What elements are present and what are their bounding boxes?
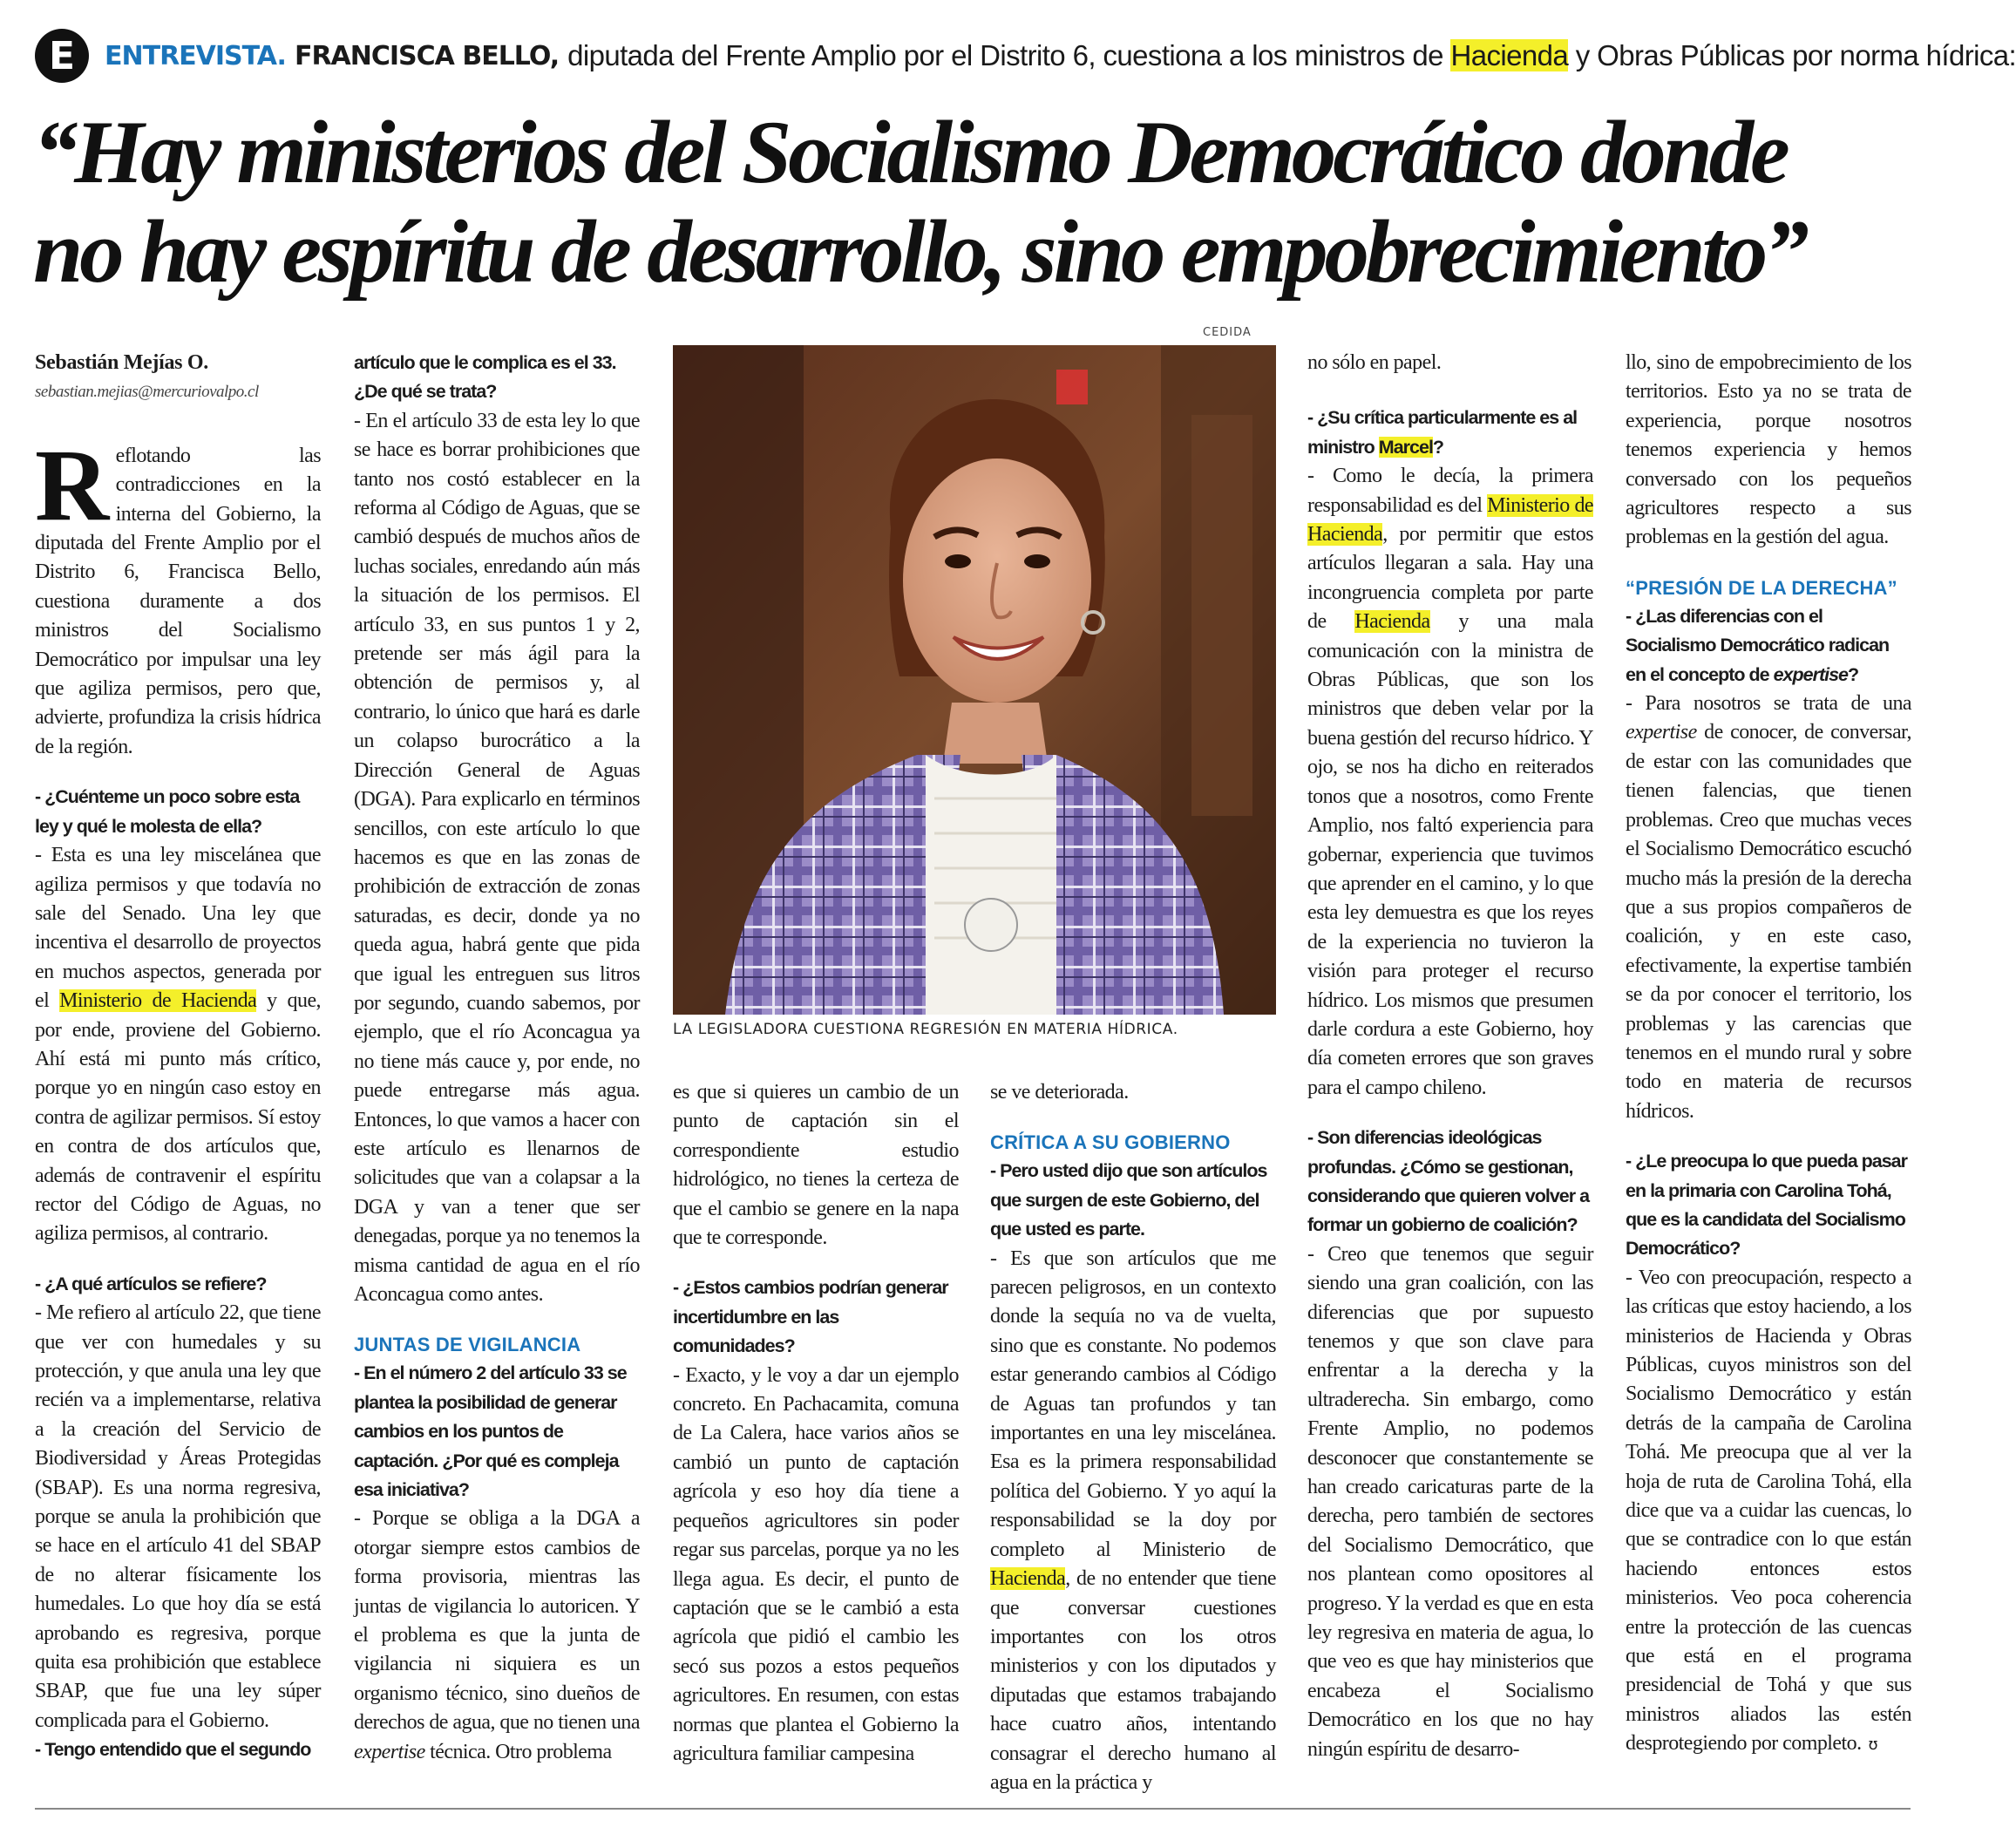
answer-5-continued: se ve deteriorada. — [990, 1081, 1129, 1104]
column-1 — [35, 349, 321, 1765]
question-7-text-a: - ¿Su crítica particularmente es al ministro — [1307, 407, 1578, 458]
question-7 — [1307, 404, 1593, 462]
portrait-illustration — [673, 345, 1276, 1015]
headline-line-2: no hay espíritu de desarrollo, sino empobrecimiento” — [33, 202, 1806, 302]
answer-9 — [1626, 689, 1911, 1126]
kicker-label: ENTREVISTA. — [105, 40, 286, 71]
answer-9-text-b: de conocer, de conversar, de estar con las comunidades que tienen falencias, que tienen problemas. Creo que muchas veces el Socialismo Democrático escuchó mucho más la presión de la derecha que a sus propios compañeros de coalición, y en este caso, efectivamente, la expertise también se da por conocer el territorio, los problemas y las carencias que tenemos en el mundo rural y sobre todo en materia de recursos hídricos. — [1626, 721, 1911, 1123]
kicker-name: FRANCISCA BELLO, — [294, 40, 560, 71]
subhead-juntas: JUNTAS DE VIGILANCIA — [354, 1334, 581, 1356]
answer-7-text-b: , por permitir que estos artículos llegaran a sala. Hay una incongruencia completa por parte de — [1307, 523, 1593, 634]
answer-7-text-c: y una mala comunicación con la ministra de Obras Públicas, que son los ministros que deben velar por la buena gestión del recurso hídrico. Y ojo, se nos ha dicho en reiterados tonos que a nosotros, como Frente Amplio, nos faltó experiencia para gobernar, experiencia que tuvimos que aprender en el camino, y lo que esta ley demuestra es que los reyes de la experiencia no tuvieron la visión para proteger el recurso hídrico. Los mismos que presumen darle cordura a este Gobierno, hoy día cometen errores que son graves para el campo chileno. — [1307, 610, 1593, 1099]
subhead-critica: CRÍTICA A SU GOBIERNO — [990, 1131, 1231, 1154]
answer-6-continued: no sólo en papel. — [1307, 351, 1442, 374]
column-3 — [673, 1078, 959, 1769]
answer-9-text-a: - Para nosotros se trata de una — [1626, 692, 1911, 716]
photo-caption: LA LEGISLADORA CUESTIONA REGRESIÓN EN MATERIA HÍDRICA. — [673, 1021, 1178, 1038]
answer-4-emphasis: expertise — [354, 1740, 425, 1763]
headline-line-1: “Hay ministerios del Socialismo Democrático donde — [33, 103, 1787, 202]
column-4 — [990, 1078, 1276, 1797]
answer-10-text: - Veo con preocupación, respecto a las críticas que estoy haciendo, a los ministerios de Hacienda y Obras Públicas, cuyos ministros son del Socialismo Democrático y están detrás de la campaña de Carolina Tohá. Me preocupa que al ver la hoja de ruta de Carolina Tohá, ella dice que va a cuidar las cuencas, lo que se contradice con lo que están haciendo entonces estos ministerios. Veo poca coherencia entre la protección de las cuencas que está en el programa presidencial de Tohá y que sus ministros aliados las estén desprotegiendo por completo. — [1626, 1266, 1911, 1756]
question-9-text-b: ? — [1848, 663, 1859, 685]
question-4: - En el número 2 del artículo 33 se plantea la posibilidad de generar cambios en los puntos de captación. ¿Por qué es compleja esa iniciativa? — [354, 1362, 627, 1501]
answer-8-continued: llo, sino de empobrecimiento de los territorios. Esto ya no se trata de experiencia, porque nosotros tenemos experiencia y hemos conversado con los pequeños agricultores respecto a sus problemas en la gestión del agua. — [1626, 351, 1911, 549]
answer-6-text-b: , de no entender que tiene que conversar cuestiones importantes con los otros ministerios y con los diputados y diputadas que estamos trabajando hace cuatro años, intentando consagrar el derecho humano al agua en la práctica y — [990, 1567, 1276, 1794]
question-9-text-a: - ¿Las diferencias con el Socialismo Democrático radican en el concepto de — [1626, 605, 1890, 685]
column-2 — [354, 349, 640, 1767]
answer-4-text-b: técnica. Otro problema — [424, 1740, 612, 1763]
answer-7-highlight-2: Hacienda — [1354, 610, 1430, 634]
end-mark-icon: ʊ — [1868, 1736, 1878, 1755]
answer-6 — [990, 1245, 1276, 1798]
kicker-highlight: Hacienda — [1450, 39, 1569, 71]
answer-4 — [354, 1505, 640, 1767]
section-badge: E — [35, 29, 89, 83]
answer-6-highlight: Hacienda — [990, 1567, 1066, 1591]
bottom-rule — [35, 1808, 1911, 1810]
answer-2: - Me refiero al artículo 22, que tiene que ver con humedales y su protección, y que anula una ley que recién va a implementarse, relativa a la creación del Servicio de Biodiversidad y Áreas Protegidas (SBAP). Es una norma regresiva, porque se anula la prohibición que se hace en el artículo 41 del SBAP de no alterar físicamente los humedales. Lo que hoy día se está aprobando es regresiva, porque quita esa prohibición que establece SBAP, que fue una ley súper complicada para el Gobierno. — [35, 1301, 321, 1732]
question-6: - Pero usted dijo que son artículos que surgen de este Gobierno, del que usted es parte. — [990, 1160, 1267, 1240]
answer-4-text-a: - Porque se obliga a la DGA a otorgar siempre estos cambios de forma provisoria, mientras las juntas de vigilancia lo autoricen. Y el problema es que la junta de vigilancia ni siquiera es un organismo técnico, sino dueños de derechos de agua, que no tienen una — [354, 1507, 640, 1735]
kicker-line — [35, 28, 2016, 84]
question-8: - Son diferencias ideológicas profundas. ¿Cómo se gestionan, considerando que quieren volver a formar un gobierno de coalición? — [1307, 1127, 1590, 1236]
answer-4-continued: es que si quieres un cambio de un punto de captación sin el correspondiente estudio hidrológico, no tienes la certeza de que el cambio se genere en la napa que te corresponde. — [673, 1081, 959, 1250]
lead-text: eflotando las contradicciones en la interna del Gobierno, la diputada del Frente Amplio por el Distrito 6, Francisca Bello, cuestiona duramente a dos ministros del Socialismo Democrático por impulsar una ley que agiliza permisos, pero que, advierte, profundiza la crisis hídrica de la región. — [35, 444, 321, 758]
headline — [33, 103, 1924, 302]
question-7-highlight: Marcel — [1378, 436, 1433, 458]
answer-8: - Creo que tenemos que seguir siendo una gran coalición, con las diferencias que por supuesto tenemos y que son clave para enfrentar a la derecha y la ultraderecha. Sin embargo, como Frente Amplio, no podemos desconocer que constantemente se han creado caricaturas parte de la derecha, pero también de sectores del Socialismo Democrático, que nos plantean como opositores al progreso. Y la verdad es que en esta ley regresiva en materia de agua, lo que veo es que hay ministerios que encabeza el Socialismo Democrático en los que no hay ningún espíritu de desarro- — [1307, 1242, 1593, 1761]
byline-email: sebastian.mejias@mercuriovalpo.cl — [35, 383, 259, 402]
lead-paragraph — [35, 427, 321, 762]
photo-credit: CEDIDA — [1203, 326, 1252, 339]
answer-10 — [1626, 1264, 1911, 1760]
answer-9-emphasis: expertise — [1626, 721, 1697, 744]
question-1: - ¿Cuénteme un poco sobre esta ley y qué le molesta de ella? — [35, 786, 300, 837]
answer-7-text-a: - Como le decía, la primera responsabilidad es del — [1307, 465, 1593, 517]
question-5: - ¿Estos cambios podrían generar incertidumbre en las comunidades? — [673, 1277, 948, 1357]
question-10: - ¿Le preocupa lo que pueda pasar en la primaria con Carolina Tohá, que es la candidata del Socialismo Democrático? — [1626, 1151, 1908, 1260]
answer-7-highlight-1: Ministerio de Hacienda — [1307, 493, 1594, 547]
question-7-text-b: ? — [1432, 436, 1444, 458]
answer-1 — [35, 841, 321, 1249]
answer-3: - En el artículo 33 de esta ley lo que se hace es borrar prohibiciones que tanto nos costó establecer en la reforma al Código de Aguas, que se cambió después de muchos años de luchas sociales, enredando aún más la situación de los permisos. El artículo 33, en sus puntos 1 y 2, pretende ser más ágil para la obtención de permisos y, al contrario, lo único que hará es darle un colapso burocrático a la Dirección General de Aguas (DGA). Para explicarlo en términos sencillos, con este artículo lo que hacemos es que en las zonas de prohibición de extracción de zonas saturadas, es decir, donde ya no queda agua, habrá gente que pida que igual les entreguen sus litros por segundo, cuando sabemos, por ejemplo, que el río Aconcagua ya no tiene más cauce y, por ende, no puede entregarse más agua. Entonces, lo que vamos a hacer con este artículo es llenarnos de solicitudes que van a colapsar a la DGA y van a tener que ser denegadas, porque ya no tenemos la misma cantidad de agua en el río Aconcagua como antes. — [354, 409, 640, 1306]
column-5 — [1307, 349, 1593, 1764]
answer-1-text-a: - Esta es una ley miscelánea que agiliza permisos y que todavía no sale del Senado. Una ley que incentiva el desarrollo de proyectos en muchos aspectos, generada por el — [35, 844, 321, 1013]
question-9 — [1626, 602, 1911, 689]
answer-5: - Exacto, y le voy a dar un ejemplo concreto. En Pachacamita, comuna de La Calera, hace varios años se cambió un punto de captación agrícola y eso hoy día tiene a pequeños agricultores sin poder regar sus parcelas, porque ya no les llega agua. Es decir, el punto de captación que se le cambió a esta agrícola que pidió el cambio les secó sus pozos a estos pequeños agricultores. En resumen, con estas normas que plantea el Gobierno la agricultura familiar campesina — [673, 1363, 959, 1765]
question-3: - Tengo entendido que el segundo — [35, 1739, 311, 1761]
question-3-continued: artículo que le complica es el 33. ¿De qué se trata? — [354, 352, 616, 403]
photo-portrait — [673, 345, 1276, 1015]
column-6 — [1626, 349, 1911, 1760]
kicker-text-before: diputada del Frente Amplio por el Distrito 6, cuestiona a los ministros de — [567, 39, 1451, 71]
question-9-emphasis: expertise — [1773, 663, 1848, 685]
subhead-presion: “PRESIÓN DE LA DERECHA” — [1626, 576, 1897, 599]
dropcap: R — [35, 427, 109, 542]
kicker-text — [567, 39, 2016, 72]
byline-author: Sebastián Mejías O. — [35, 351, 208, 374]
answer-6-text-a: - Es que son artículos que me parecen peligrosos, en un contexto donde la sequía no va de vuelta, sino que es constante. No podemos estar generando cambios al Código de Aguas tan profundos y tan importantes en una ley miscelánea. Esa es la primera responsabilidad política del Gobierno. Y yo aquí la responsabilidad se la doy por completo al Ministerio de — [990, 1246, 1276, 1561]
answer-1-text-b: y que, por ende, proviene del Gobierno. Ahí está mi punto más crítico, porque yo en ningún caso estoy en contra de agilizar permisos. Sí estoy en contra de dos artículos que, además de contravenir el espíritu rector del Código de Aguas, no agiliza permisos, al contrario. — [35, 989, 321, 1246]
question-2: - ¿A qué artículos se refiere? — [35, 1273, 267, 1294]
answer-7 — [1307, 462, 1593, 1103]
kicker-text-after: y Obras Públicas por norma hídrica: — [1568, 39, 2016, 71]
answer-1-highlight: Ministerio de Hacienda — [59, 989, 257, 1013]
